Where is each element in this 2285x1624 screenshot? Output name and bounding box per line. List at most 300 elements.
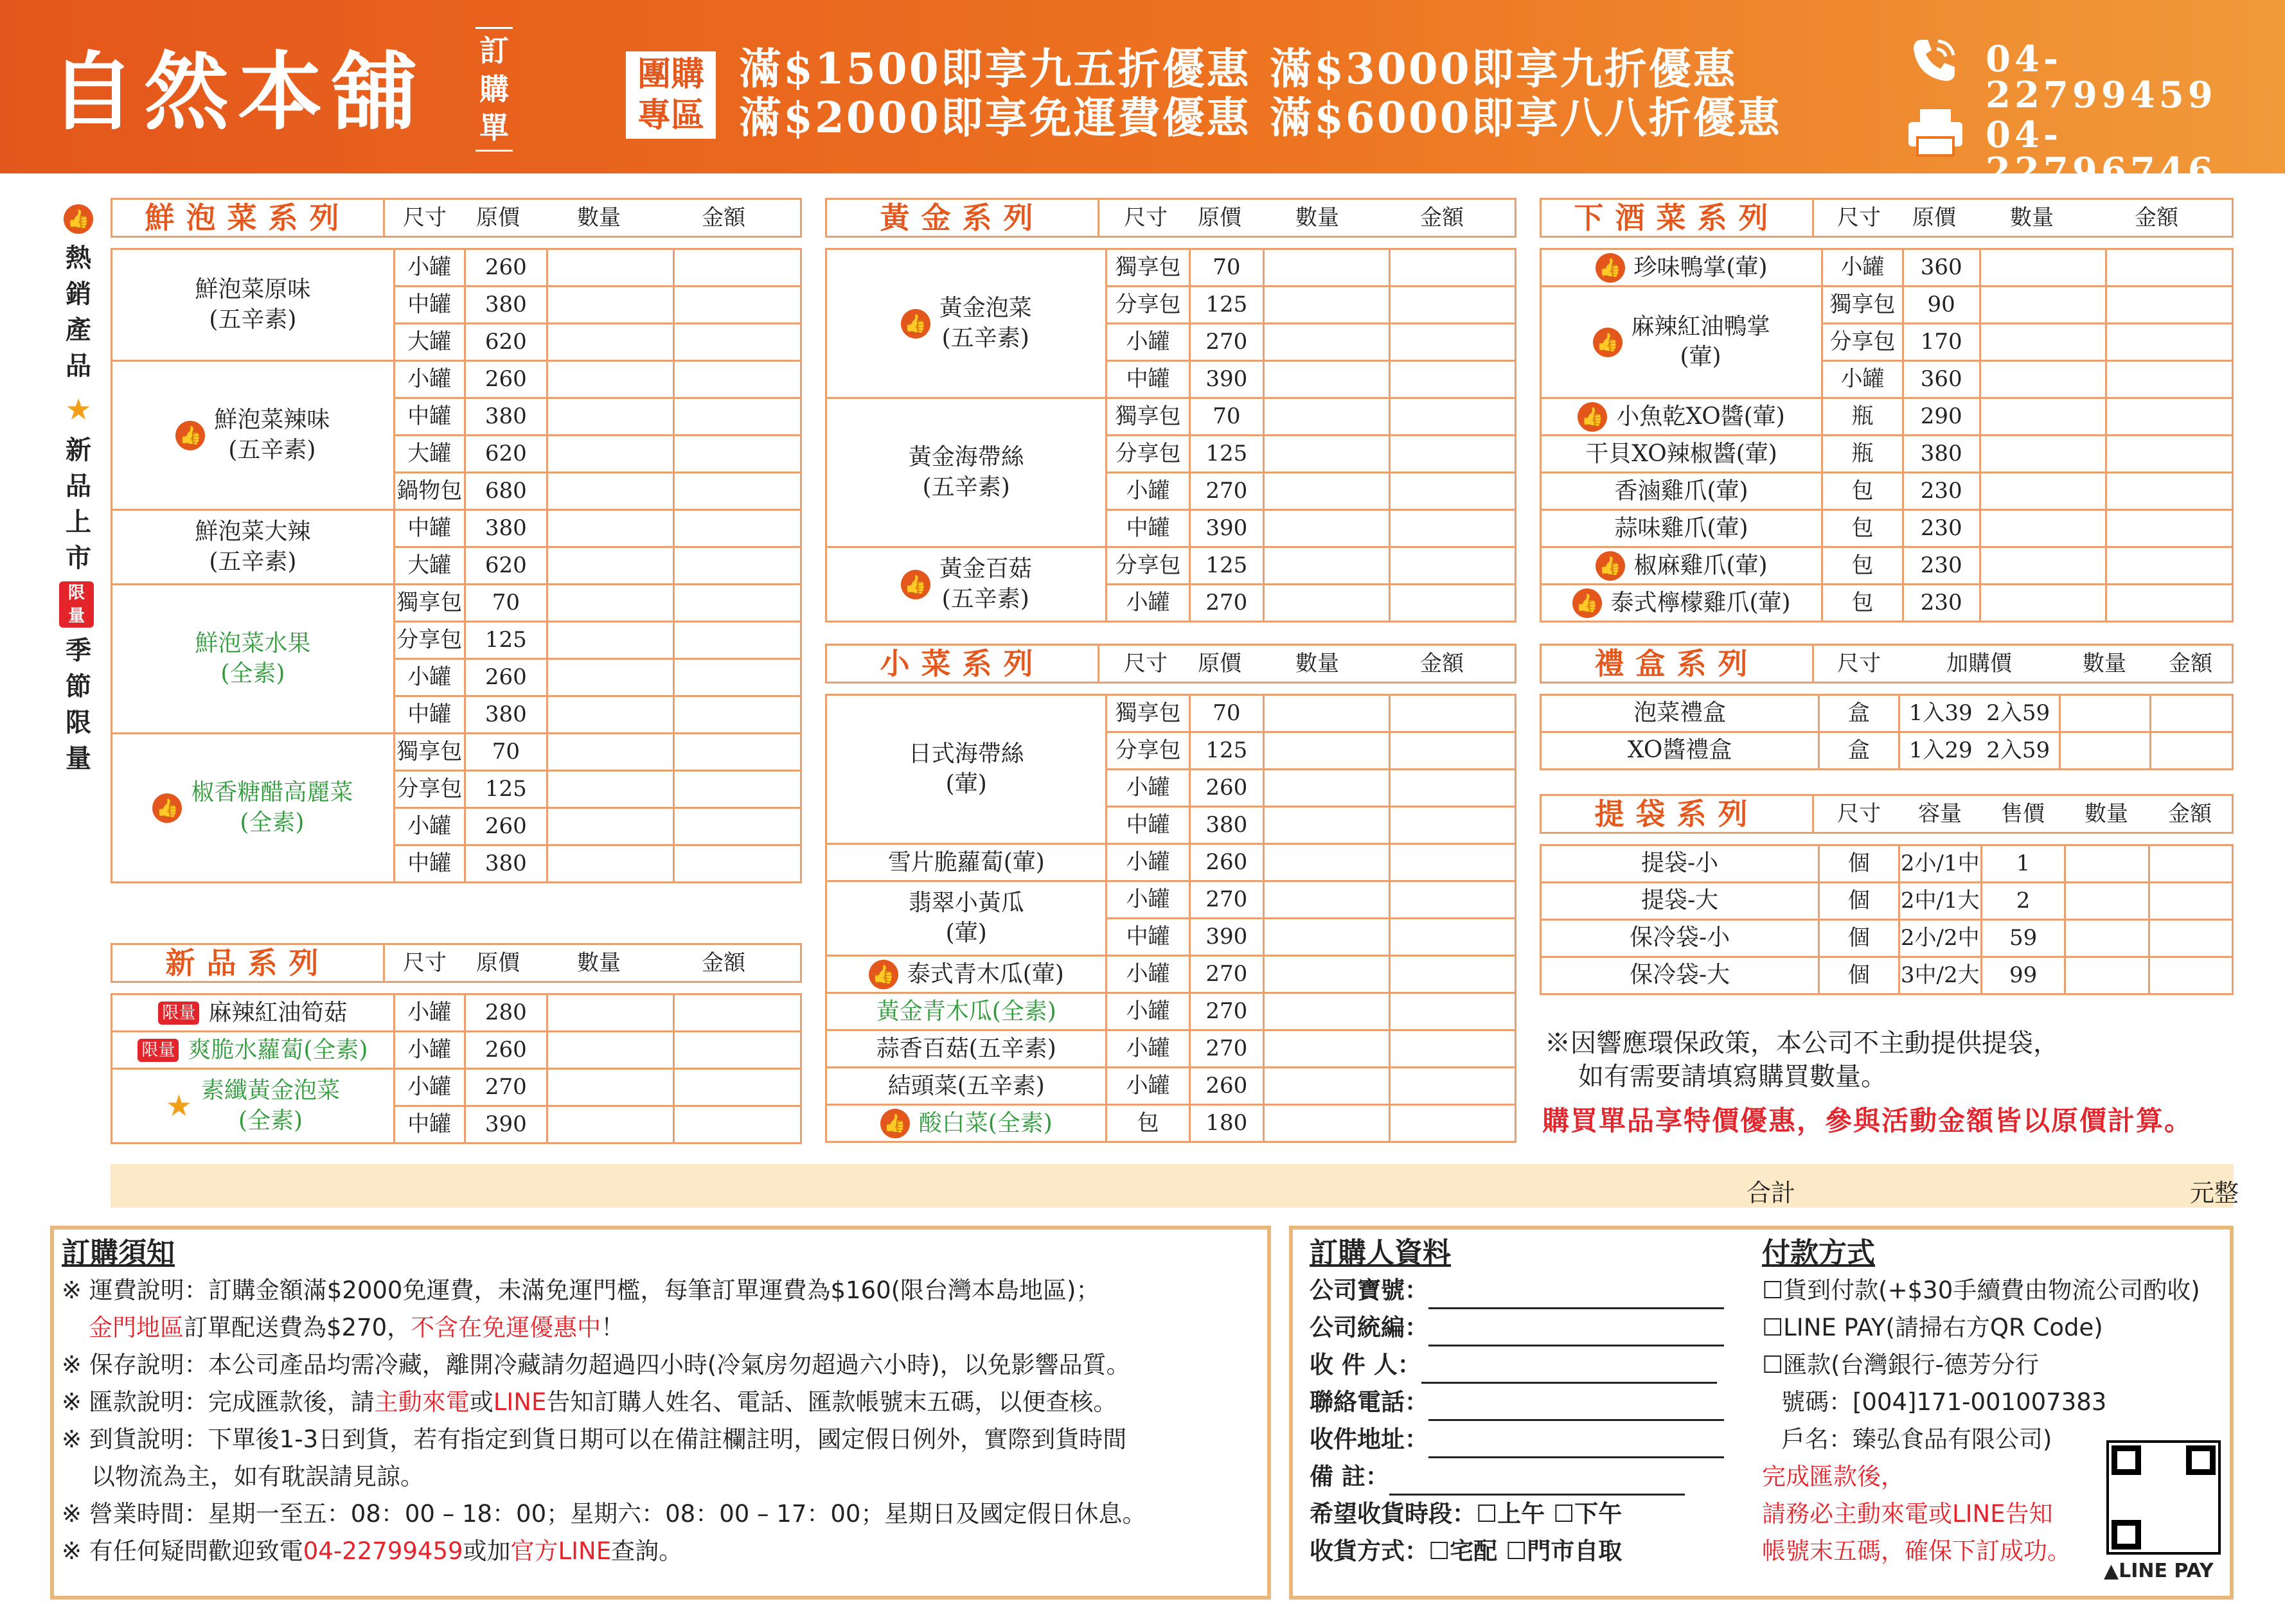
table-row bbox=[1541, 695, 2233, 732]
price-cell: 360 bbox=[1903, 361, 1980, 398]
amount-cell bbox=[2106, 585, 2233, 622]
price-cell: 380 bbox=[465, 398, 547, 436]
amount-cell bbox=[674, 845, 801, 883]
product-name: 鮮泡菜原味 (五辛素) bbox=[112, 249, 395, 361]
qty-input[interactable] bbox=[2060, 732, 2150, 770]
address-field[interactable]: 收件地址： bbox=[1310, 1421, 1759, 1458]
amount-cell bbox=[2106, 547, 2233, 585]
amount-cell bbox=[674, 1032, 801, 1069]
remit-reminder-3: 帳號末五碼，確保下訂成功。 bbox=[1762, 1537, 2071, 1565]
price-cell: 125 bbox=[1189, 547, 1263, 585]
size-cell: 中罐 bbox=[394, 1106, 465, 1143]
size-cell: 小罐 bbox=[1107, 473, 1189, 510]
promo-2: 滿$3000即享九折優惠 bbox=[1270, 44, 1738, 94]
table-row bbox=[112, 994, 801, 1032]
fax-number: 04-22796746 bbox=[1986, 114, 2217, 192]
amount-cell bbox=[674, 324, 801, 361]
total-amount-field[interactable] bbox=[1793, 1169, 2178, 1203]
amount-cell bbox=[674, 734, 801, 771]
bag-note: ※因響應環保政策，本公司不主動提供提袋， 如有需要請填寫購買數量。 bbox=[1545, 1028, 2059, 1091]
size-cell: 中罐 bbox=[394, 287, 465, 324]
qty-input[interactable] bbox=[547, 1069, 673, 1106]
qty-input[interactable] bbox=[547, 1106, 673, 1143]
size-cell: 獨享包 bbox=[1107, 249, 1189, 287]
size-cell: 分享包 bbox=[1107, 547, 1189, 585]
product-name: 雪片脆蘿蔔(葷) bbox=[826, 844, 1107, 881]
order-form-title: 訂購單 bbox=[476, 27, 513, 152]
recipient-field[interactable]: 收 件 人： bbox=[1310, 1346, 1759, 1384]
size-cell: 小罐 bbox=[394, 1032, 465, 1069]
brand-logo: 自然本舖 bbox=[50, 42, 425, 142]
qty-input[interactable] bbox=[547, 734, 673, 771]
size-cell: 瓶 bbox=[1822, 398, 1903, 436]
price-cell: 380 bbox=[1903, 436, 1980, 473]
qty-input[interactable] bbox=[1263, 473, 1389, 510]
product-name: 泡菜禮盒 bbox=[1541, 695, 1819, 732]
amount-cell bbox=[674, 287, 801, 324]
qty-input[interactable] bbox=[1263, 249, 1389, 287]
add-price-cell: 1入29 2入59 bbox=[1899, 732, 2060, 770]
amount-cell bbox=[2106, 436, 2233, 473]
table-row bbox=[826, 993, 1516, 1030]
size-cell: 小罐 bbox=[1107, 956, 1189, 993]
notice-hours: ※ 營業時間：星期一至五：08：00 – 18：00；星期六：08：00 – 17：00；星期日及國定假日休息。 bbox=[62, 1500, 1146, 1528]
price-cell: 99 bbox=[1981, 957, 2065, 994]
qty-input[interactable] bbox=[1263, 695, 1389, 732]
qty-input[interactable] bbox=[547, 1032, 673, 1069]
amount-cell bbox=[1389, 585, 1515, 622]
drink-table bbox=[1540, 248, 2234, 622]
amount-cell bbox=[674, 808, 801, 845]
qty-input[interactable] bbox=[1980, 473, 2106, 510]
qty-input[interactable] bbox=[1263, 324, 1389, 361]
delivery-method-options[interactable]: 收貨方式：☐宅配 ☐門市自取 bbox=[1310, 1537, 1623, 1565]
unit-cell: 個 bbox=[1819, 845, 1899, 883]
bestseller-icon: 👍 bbox=[1593, 328, 1623, 357]
table-row bbox=[826, 1030, 1516, 1068]
size-cell: 包 bbox=[1822, 547, 1903, 585]
amount-cell bbox=[1389, 956, 1515, 993]
product-name: 保冷袋-小 bbox=[1541, 920, 1819, 957]
qty-input[interactable] bbox=[547, 473, 673, 510]
qty-input[interactable] bbox=[1980, 585, 2106, 622]
product-name: 👍黃金泡菜 (五辛素) bbox=[826, 249, 1107, 398]
size-cell: 包 bbox=[1822, 585, 1903, 622]
price-cell: 620 bbox=[465, 547, 547, 585]
amount-cell bbox=[1389, 1105, 1515, 1142]
price-cell: 90 bbox=[1903, 287, 1980, 324]
notice-delivery-2: 以物流為主，如有耽誤請見諒。 bbox=[91, 1463, 424, 1490]
new-table bbox=[111, 993, 802, 1144]
size-cell: 小罐 bbox=[394, 249, 465, 287]
qty-input[interactable] bbox=[1263, 1068, 1389, 1105]
drink-header: 下酒菜系列 尺寸 原價 數量 金額 bbox=[1540, 198, 2234, 238]
size-cell: 分享包 bbox=[1107, 732, 1189, 770]
amount-cell bbox=[1389, 287, 1515, 324]
qty-input[interactable] bbox=[1980, 510, 2106, 547]
limited-badge: 限量 bbox=[138, 1039, 179, 1062]
amount-cell bbox=[674, 696, 801, 734]
amount-cell bbox=[674, 1106, 801, 1143]
price-cell: 270 bbox=[1189, 956, 1263, 993]
bag-header: 提袋系列 尺寸 容量 售價 數量 金額 bbox=[1540, 794, 2234, 834]
table-row bbox=[1541, 957, 2233, 994]
price-cell: 260 bbox=[465, 659, 547, 696]
table-row bbox=[112, 1032, 801, 1069]
amount-cell bbox=[1389, 1068, 1515, 1105]
price-cell: 390 bbox=[1189, 510, 1263, 547]
price-cell: 270 bbox=[1189, 473, 1263, 510]
product-name: 👍鮮泡菜辣味 (五辛素) bbox=[112, 361, 395, 510]
promo-1: 滿$1500即享九五折優惠 bbox=[739, 44, 1251, 94]
size-cell: 小罐 bbox=[1107, 844, 1189, 881]
table-row bbox=[1541, 510, 2233, 547]
size-cell: 瓶 bbox=[1822, 436, 1903, 473]
price-cell: 620 bbox=[465, 324, 547, 361]
product-name: 保冷袋-大 bbox=[1541, 957, 1819, 994]
qty-input[interactable] bbox=[1263, 287, 1389, 324]
size-cell: 分享包 bbox=[1822, 324, 1903, 361]
table-row bbox=[826, 1105, 1516, 1142]
amount-cell bbox=[674, 1069, 801, 1106]
remit-reminder-1: 完成匯款後， bbox=[1762, 1463, 1905, 1490]
unit-cell: 盒 bbox=[1819, 695, 1899, 732]
amount-cell bbox=[1389, 324, 1515, 361]
amount-cell bbox=[674, 436, 801, 473]
qty-input[interactable] bbox=[547, 771, 673, 808]
notice-remit: ※ 匯款說明：完成匯款後，請主動來電或LINE告知訂購人姓名、電話、匯款帳號末五碼，以便查核。 bbox=[62, 1388, 1117, 1416]
group-buy-tag: 團購專區 bbox=[626, 51, 716, 139]
total-label: 合計 bbox=[1747, 1179, 1796, 1207]
product-name: 結頭菜(五辛素) bbox=[826, 1068, 1107, 1105]
table-row bbox=[1541, 732, 2233, 770]
product-name: 👍麻辣紅油鴨掌 (葷) bbox=[1541, 287, 1822, 398]
qty-input[interactable] bbox=[1980, 547, 2106, 585]
qty-input[interactable] bbox=[2065, 845, 2149, 883]
special-price-note: 購買單品享特價優惠，參與活動金額皆以原價計算。 bbox=[1542, 1105, 2193, 1136]
qty-input[interactable] bbox=[547, 994, 673, 1032]
amount-cell bbox=[1389, 993, 1515, 1030]
phone-number[interactable]: 04-22799459 bbox=[1986, 38, 2217, 116]
amount-cell bbox=[1389, 919, 1515, 956]
table-row bbox=[1541, 287, 2233, 324]
price-cell: 380 bbox=[465, 510, 547, 547]
qty-input[interactable] bbox=[1263, 844, 1389, 881]
qty-input[interactable] bbox=[1980, 324, 2106, 361]
qty-input[interactable] bbox=[1263, 361, 1389, 398]
size-cell: 獨享包 bbox=[1107, 695, 1189, 732]
table-row bbox=[826, 881, 1516, 919]
linepay-label: ▲LINE PAY bbox=[2104, 1560, 2214, 1582]
size-cell: 小罐 bbox=[1107, 585, 1189, 622]
price-cell: 380 bbox=[465, 696, 547, 734]
price-cell: 380 bbox=[465, 845, 547, 883]
amount-cell bbox=[2106, 287, 2233, 324]
product-name: 👍 泰式檸檬雞爪(葷) bbox=[1541, 585, 1822, 622]
amount-cell bbox=[2149, 883, 2232, 920]
qty-input[interactable] bbox=[1980, 361, 2106, 398]
amount-cell bbox=[2150, 695, 2232, 732]
capacity-cell: 3中/2大 bbox=[1899, 957, 1981, 994]
qty-input[interactable] bbox=[1263, 919, 1389, 956]
product-name: 蒜香百菇(五辛素) bbox=[826, 1030, 1107, 1068]
bestseller-icon: 👍 bbox=[880, 1109, 910, 1138]
table-row bbox=[826, 398, 1516, 436]
size-cell: 包 bbox=[1822, 510, 1903, 547]
qty-input[interactable] bbox=[1263, 993, 1389, 1030]
hot-label: 熱銷產品 bbox=[66, 243, 91, 381]
amount-cell bbox=[1389, 844, 1515, 881]
amount-cell bbox=[2106, 361, 2233, 398]
qty-input[interactable] bbox=[1980, 398, 2106, 436]
qty-input[interactable] bbox=[547, 510, 673, 547]
delivery-time-options[interactable]: 希望收貨時段：☐上午 ☐下午 bbox=[1310, 1500, 1623, 1528]
qty-input[interactable] bbox=[2060, 695, 2150, 732]
small-table bbox=[825, 694, 1516, 1143]
product-name: 黃金青木瓜(全素) bbox=[826, 993, 1107, 1030]
qty-input[interactable] bbox=[1263, 547, 1389, 585]
qty-input[interactable] bbox=[1263, 510, 1389, 547]
price-cell: 125 bbox=[1189, 287, 1263, 324]
size-cell: 獨享包 bbox=[394, 734, 465, 771]
memo-field[interactable]: 備 註： bbox=[1310, 1458, 1759, 1496]
unit-cell: 盒 bbox=[1819, 732, 1899, 770]
price-cell: 260 bbox=[465, 1032, 547, 1069]
product-name: ★ 素纖黃金泡菜 (全素) bbox=[112, 1069, 395, 1143]
price-cell: 260 bbox=[465, 249, 547, 287]
size-cell: 小罐 bbox=[394, 994, 465, 1032]
bestseller-icon: 👍 bbox=[1572, 588, 1602, 618]
gift-header: 禮盒系列 尺寸 加購價 數量 金額 bbox=[1540, 644, 2234, 684]
pay-remit[interactable]: ☐匯款(台灣銀行-德芳分行 bbox=[1762, 1351, 2039, 1379]
amount-cell bbox=[674, 249, 801, 287]
product-name: 日式海帶絲 (葷) bbox=[826, 695, 1107, 844]
amount-cell bbox=[1389, 1030, 1515, 1068]
limited-badge: 限量 bbox=[158, 1002, 199, 1025]
amount-cell bbox=[674, 361, 801, 398]
qty-input[interactable] bbox=[547, 845, 673, 883]
size-cell: 中罐 bbox=[1107, 807, 1189, 844]
qty-input[interactable] bbox=[1263, 436, 1389, 473]
price-cell: 620 bbox=[465, 436, 547, 473]
size-cell: 中罐 bbox=[394, 845, 465, 883]
amount-cell bbox=[2149, 957, 2232, 994]
qty-input[interactable] bbox=[1263, 1030, 1389, 1068]
amount-cell bbox=[674, 547, 801, 585]
amount-cell bbox=[1389, 732, 1515, 770]
notice-contact: ※ 有任何疑問歡迎致電04-22799459或加官方LINE查詢。 bbox=[62, 1537, 683, 1565]
qty-input[interactable] bbox=[1263, 956, 1389, 993]
qty-input[interactable] bbox=[547, 547, 673, 585]
qty-input[interactable] bbox=[1980, 249, 2106, 287]
size-cell: 大罐 bbox=[394, 547, 465, 585]
bestseller-icon: 👍 bbox=[1596, 253, 1625, 283]
product-name: 限量 麻辣紅油筍菇 bbox=[112, 994, 395, 1032]
qty-input[interactable] bbox=[547, 249, 673, 287]
product-name: 蒜味雞爪(葷) bbox=[1541, 510, 1822, 547]
amount-cell bbox=[1389, 473, 1515, 510]
qty-input[interactable] bbox=[547, 585, 673, 622]
bestseller-icon: 👍 bbox=[1578, 402, 1607, 432]
table-row bbox=[826, 1068, 1516, 1105]
unit-cell: 個 bbox=[1819, 957, 1899, 994]
amount-cell bbox=[2106, 510, 2233, 547]
amount-cell bbox=[674, 510, 801, 547]
price-cell: 290 bbox=[1903, 398, 1980, 436]
size-cell: 獨享包 bbox=[394, 585, 465, 622]
price-cell: 380 bbox=[465, 287, 547, 324]
gold-header: 黃金系列 尺寸 原價 數量 金額 bbox=[825, 198, 1516, 238]
qty-input[interactable] bbox=[2065, 920, 2149, 957]
promo-4: 滿$6000即享八八折優惠 bbox=[1270, 93, 1782, 143]
amount-cell bbox=[1389, 695, 1515, 732]
fresh-table bbox=[111, 248, 802, 883]
size-cell: 小罐 bbox=[394, 659, 465, 696]
company-field[interactable]: 公司寶號： bbox=[1310, 1272, 1759, 1309]
price-cell: 59 bbox=[1981, 920, 2065, 957]
price-cell: 230 bbox=[1903, 510, 1980, 547]
size-cell: 中罐 bbox=[394, 398, 465, 436]
price-cell: 230 bbox=[1903, 473, 1980, 510]
price-cell: 390 bbox=[1189, 919, 1263, 956]
tax-id-field[interactable]: 公司統編： bbox=[1310, 1309, 1759, 1346]
new-label: 新品上市 bbox=[66, 435, 91, 573]
qty-input[interactable] bbox=[547, 622, 673, 659]
size-cell: 小罐 bbox=[1107, 324, 1189, 361]
size-cell: 分享包 bbox=[394, 771, 465, 808]
pay-linepay[interactable]: ☐LINE PAY(請掃右方QR Code) bbox=[1762, 1314, 2103, 1341]
linepay-qr-code[interactable] bbox=[2106, 1440, 2221, 1555]
promo-3: 滿$2000即享免運費優惠 bbox=[739, 93, 1251, 143]
table-row bbox=[1541, 249, 2233, 287]
price-cell: 125 bbox=[1189, 732, 1263, 770]
size-cell: 獨享包 bbox=[1822, 287, 1903, 324]
notice-shipping: ※ 運費說明：訂購金額滿$2000免運費，未滿免運門檻，每筆訂單運費為$160(限台灣本島地區)； bbox=[62, 1276, 1100, 1304]
qty-input[interactable] bbox=[547, 398, 673, 436]
price-cell: 125 bbox=[465, 622, 547, 659]
qty-input[interactable] bbox=[1263, 732, 1389, 770]
price-cell: 260 bbox=[1189, 844, 1263, 881]
price-cell: 260 bbox=[465, 808, 547, 845]
table-row bbox=[826, 547, 1516, 585]
notice-kinmen: 金門地區訂單配送費為$270，不含在免運優惠中！ bbox=[89, 1314, 625, 1341]
product-name: 鮮泡菜大辣 (五辛素) bbox=[112, 510, 395, 585]
amount-cell bbox=[674, 659, 801, 696]
price-cell: 70 bbox=[1189, 249, 1263, 287]
price-cell: 680 bbox=[465, 473, 547, 510]
qty-input[interactable] bbox=[1263, 585, 1389, 622]
size-cell: 分享包 bbox=[394, 622, 465, 659]
price-cell: 390 bbox=[1189, 361, 1263, 398]
price-cell: 360 bbox=[1903, 249, 1980, 287]
size-cell: 包 bbox=[1107, 1105, 1189, 1142]
qty-input[interactable] bbox=[1263, 881, 1389, 919]
qty-input[interactable] bbox=[547, 659, 673, 696]
capacity-cell: 2小/2中 bbox=[1899, 920, 1981, 957]
amount-cell bbox=[674, 771, 801, 808]
bag-table bbox=[1540, 844, 2234, 995]
payment-title: 付款方式 bbox=[1762, 1237, 1875, 1269]
product-name: 限量 爽脆水蘿蔔(全素) bbox=[112, 1032, 395, 1069]
price-cell: 70 bbox=[1189, 398, 1263, 436]
qty-input[interactable] bbox=[1263, 770, 1389, 807]
phone-icon bbox=[1908, 35, 1960, 86]
size-cell: 大罐 bbox=[394, 436, 465, 473]
qty-input[interactable] bbox=[2065, 883, 2149, 920]
amount-cell bbox=[1389, 881, 1515, 919]
product-name: 香滷雞爪(葷) bbox=[1541, 473, 1822, 510]
table-row bbox=[1541, 845, 2233, 883]
price-cell: 380 bbox=[1189, 807, 1263, 844]
table-row bbox=[826, 844, 1516, 881]
table-row bbox=[112, 734, 801, 771]
qty-input[interactable] bbox=[547, 808, 673, 845]
qty-input[interactable] bbox=[547, 696, 673, 734]
product-name: 👍椒香糖醋高麗菜 (全素) bbox=[112, 734, 395, 883]
amount-cell bbox=[1389, 547, 1515, 585]
size-cell: 小罐 bbox=[1822, 249, 1903, 287]
table-row bbox=[826, 695, 1516, 732]
qty-input[interactable] bbox=[547, 324, 673, 361]
add-price-cell: 1入39 2入59 bbox=[1899, 695, 2060, 732]
size-cell: 分享包 bbox=[1107, 287, 1189, 324]
product-name: 翡翠小黃瓜 (葷) bbox=[826, 881, 1107, 956]
price-cell: 260 bbox=[1189, 770, 1263, 807]
qty-input[interactable] bbox=[547, 436, 673, 473]
buyer-info bbox=[1310, 1235, 1759, 1570]
product-name: 👍黃金百菇 (五辛素) bbox=[826, 547, 1107, 622]
price-cell: 230 bbox=[1903, 547, 1980, 585]
amount-cell bbox=[674, 473, 801, 510]
price-cell: 170 bbox=[1903, 324, 1980, 361]
amount-cell bbox=[674, 994, 801, 1032]
pay-cod[interactable]: ☐貨到付款(+$30手續費由物流公司酌收) bbox=[1762, 1276, 2200, 1304]
amount-cell bbox=[2150, 732, 2232, 770]
price-cell: 125 bbox=[1189, 436, 1263, 473]
product-name: XO醬禮盒 bbox=[1541, 732, 1819, 770]
product-name: 黃金海帶絲 (五辛素) bbox=[826, 398, 1107, 547]
price-cell: 125 bbox=[465, 771, 547, 808]
qty-input[interactable] bbox=[2065, 957, 2149, 994]
phone-field[interactable]: 聯絡電話： bbox=[1310, 1384, 1759, 1421]
price-cell: 180 bbox=[1189, 1105, 1263, 1142]
qty-input[interactable] bbox=[1263, 807, 1389, 844]
size-cell: 獨享包 bbox=[1107, 398, 1189, 436]
qty-input[interactable] bbox=[1263, 1105, 1389, 1142]
table-row bbox=[826, 956, 1516, 993]
bestseller-icon: 👍 bbox=[901, 309, 930, 339]
size-cell: 小罐 bbox=[1822, 361, 1903, 398]
amount-cell bbox=[1389, 510, 1515, 547]
unit-cell: 個 bbox=[1819, 920, 1899, 957]
size-cell: 小罐 bbox=[1107, 1030, 1189, 1068]
amount-cell bbox=[674, 585, 801, 622]
product-name: 干貝XO辣椒醬(葷) bbox=[1541, 436, 1822, 473]
qty-input[interactable] bbox=[547, 361, 673, 398]
notice-storage: ※ 保存說明：本公司產品均需冷藏，離開冷藏請勿超過四小時(冷氣房勿超過六小時)，以免影響品質。 bbox=[62, 1351, 1130, 1379]
size-cell: 中罐 bbox=[1107, 919, 1189, 956]
qty-input[interactable] bbox=[1263, 398, 1389, 436]
table-row bbox=[1541, 473, 2233, 510]
qty-input[interactable] bbox=[1980, 436, 2106, 473]
qty-input[interactable] bbox=[547, 287, 673, 324]
table-row bbox=[1541, 398, 2233, 436]
fresh-header: 鮮泡菜系列 尺寸 原價 數量 金額 bbox=[111, 198, 802, 238]
gold-table bbox=[825, 248, 1516, 622]
new-header: 新品系列 尺寸 原價 數量 金額 bbox=[111, 943, 802, 983]
size-cell: 中罐 bbox=[394, 696, 465, 734]
qty-input[interactable] bbox=[1980, 287, 2106, 324]
